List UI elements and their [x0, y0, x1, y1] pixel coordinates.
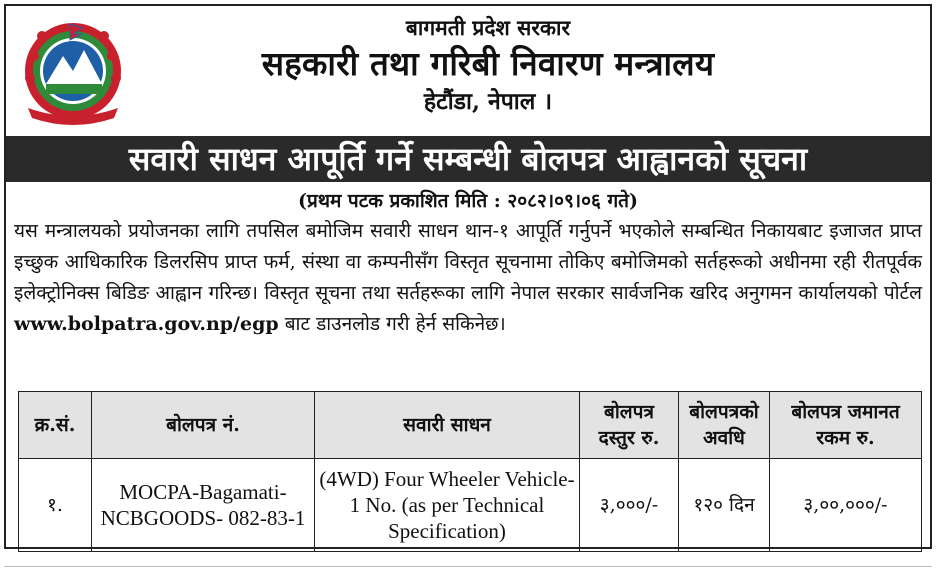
- header: [6, 14, 930, 118]
- cell-sn: १.: [19, 459, 92, 552]
- col-header-sn: क्र.सं.: [19, 392, 92, 459]
- tender-table: [18, 391, 922, 552]
- government-name: बागमती प्रदेश सरकार: [405, 15, 571, 40]
- table-header-row: [19, 392, 922, 459]
- notice-body: [14, 216, 922, 340]
- tender-notice: [4, 4, 932, 549]
- ministry-name: सहकारी तथा गरिबी निवारण मन्त्रालय: [261, 44, 715, 83]
- cell-vehicle: (4WD) Four Wheeler Vehicle-1 No. (as per Technical Specification): [315, 459, 580, 552]
- publication-date: (प्रथम पटक प्रकाशित मिति : २०८२।०९।०६ गते): [298, 190, 638, 212]
- bottom-divider: [4, 566, 932, 567]
- office-location: हेटौंडा, नेपाल ।: [423, 88, 553, 115]
- cell-fee: ३,०००/-: [580, 459, 679, 552]
- col-header-fee: बोलपत्र दस्तुर रु.: [580, 392, 679, 459]
- cell-security: ३,००,०००/-: [770, 459, 922, 552]
- cell-period: १२० दिन: [679, 459, 770, 552]
- portal-url: www.bolpatra.gov.np/egp: [14, 313, 279, 335]
- col-header-period: बोलपत्रको अवधि: [679, 392, 770, 459]
- col-header-security: बोलपत्र जमानत रकम रु.: [770, 392, 922, 459]
- table-row: [19, 459, 922, 552]
- notice-title: सवारी साधन आपूर्ति गर्ने सम्बन्धी बोलपत्र आह्वानको सूचना: [6, 136, 930, 182]
- body-text: यस मन्त्रालयको प्रयोजनका लागि तपसिल बमोजिम सवारी साधन थान-१ आपूर्ति गर्नुपर्ने भएकोले सम्बन्धित निकायबाट इजाजत प्राप्त इच्छुक आधिकारिक डिलरसिप प्राप्त फर्म, संस्था वा कम्पनीसँग विस्तृत सूचनामा तोकिए बमोजिमको सर्तहरूको अधीनमा रही रीतपूर्वक इलेक्ट्रोनिक्स बिडिङ आह्वान गरिन्छ। विस्तृत सूचना तथा सर्तहरूका लागि नेपाल सरकार सार्वजनिक खरिद अनुगमन कार्यालयको पोर्टल: [14, 220, 922, 304]
- cell-bid-no: MOCPA-Bagamati-NCBGOODS- 082-83-1: [92, 459, 315, 552]
- body-text-end: बाट डाउनलोड गरी हेर्न सकिनेछ।: [284, 313, 506, 335]
- col-header-vehicle: सवारी साधन: [315, 392, 580, 459]
- col-header-bid-no: बोलपत्र नं.: [92, 392, 315, 459]
